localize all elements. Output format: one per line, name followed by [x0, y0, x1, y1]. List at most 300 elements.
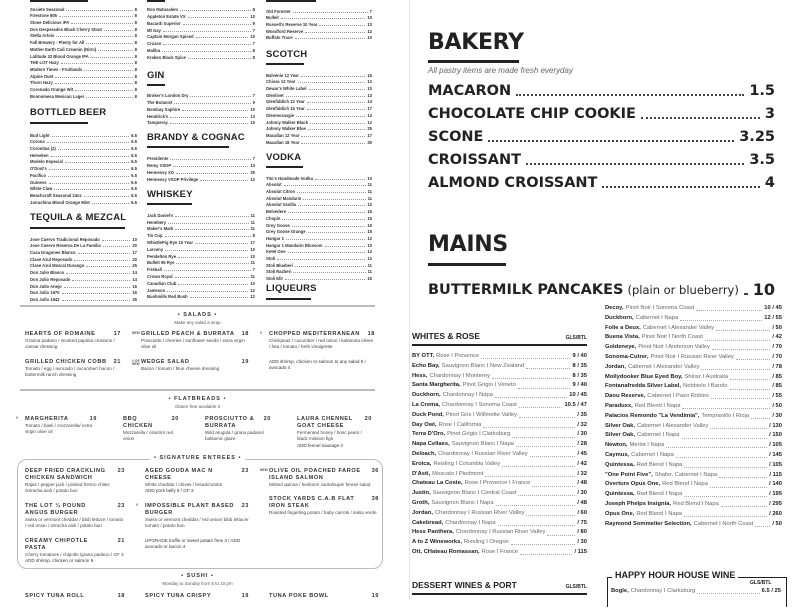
dot-leader [684, 496, 767, 497]
drink-name: Clase Azul Reposado [30, 256, 73, 262]
drink-name: Appleton Estate VX [147, 13, 186, 19]
sushi-grid [25, 593, 379, 608]
divider [147, 146, 229, 148]
dot-leader [730, 389, 771, 390]
happy-hour-heading: HAPPY HOUR HOUSE WINE [612, 570, 738, 580]
dot-leader [56, 36, 132, 37]
drink-item [147, 231, 255, 238]
dot-leader [71, 23, 132, 24]
drink-price: 11 [367, 262, 372, 268]
food-item-addon: ADD fennel sausage 3 [297, 442, 343, 448]
wine-producer: Palacios Remondo "La Vendimia", [605, 412, 700, 419]
whiskey-list [147, 211, 255, 299]
drink-name: Johnny Walker Black [266, 119, 308, 125]
dot-leader [162, 51, 250, 52]
drink-item [266, 254, 372, 261]
food-item-name: BBQ CHICKEN [123, 416, 153, 429]
food-item [132, 358, 249, 372]
dietary-badge: V [16, 416, 19, 420]
dot-leader [165, 236, 251, 237]
item-name: BUTTERMILK PANCAKES [428, 282, 624, 298]
food-item-name: LAURA CHENNEL GOAT CHEESE [297, 416, 353, 429]
dot-leader [190, 297, 249, 298]
food-item-header [25, 503, 125, 517]
wine-producer: Raymond Sommelier Selection, [605, 520, 692, 527]
food-item [25, 359, 121, 379]
drink-name: Clase Azul Mezcal Durango [30, 263, 85, 269]
dot-leader [55, 77, 132, 78]
wine-producer: Sonoma-Cutrer, [605, 353, 649, 360]
draft-beer-list [30, 5, 137, 99]
wine-item [605, 490, 782, 500]
flatbreads-subtitle: Gluten free available 3 [174, 404, 221, 409]
drink-price: 10 [250, 106, 255, 112]
wine-producer: Quintessa, [605, 491, 635, 498]
wine-price: 10 / 45 [569, 392, 587, 399]
drink-price: 8 [134, 46, 137, 52]
dot-leader [696, 310, 762, 311]
item-name: SCONE [428, 129, 484, 145]
wine-varietal: Pinot Grigio I Clarksburg [447, 431, 511, 438]
food-item-description: Cherry tomatoes / chipotle /grana padano / GF 3 [25, 551, 124, 557]
drink-name: Fireball [147, 267, 162, 273]
drink-name: Crown Royal [147, 273, 173, 279]
wine-varietal: Cabernet I Alexander Valley [642, 324, 715, 331]
wine-producer: Cakebread, [412, 519, 444, 526]
drink-price: 8 [134, 73, 137, 79]
dot-leader [163, 44, 250, 45]
food-item-name: HEARTS OF ROMAINE [25, 331, 96, 337]
food-item [132, 331, 249, 351]
drink-name: Grey Goose Orange [266, 229, 306, 235]
item-price: 3 [764, 106, 775, 122]
wine-item [605, 402, 782, 412]
wine-price: / 32 [577, 470, 587, 477]
drink-price: 25 [132, 296, 137, 302]
drink-name: Don Julio Blanco [30, 270, 65, 276]
wine-item [412, 528, 587, 538]
drink-price: 8 [134, 80, 137, 86]
drink-name: Don Julio 1942 [30, 296, 60, 302]
dot-leader [183, 24, 251, 25]
food-item-price: 38 [371, 496, 379, 503]
dot-leader [711, 398, 771, 399]
wine-item [605, 510, 782, 520]
drink-price: 6.5 [131, 166, 137, 172]
salads-subtitle: Make any salad a wrap [174, 320, 221, 325]
drink-name: Glenlivet [266, 92, 284, 98]
divider [147, 0, 165, 2]
food-item-description: Fermented honey / bosc pears / black mission figs [297, 430, 362, 442]
wine-varietal: Rose I California [438, 421, 482, 428]
dietary-badge: V [136, 502, 139, 507]
wine-producer: Caymus, [605, 451, 630, 458]
drink-item [30, 282, 137, 289]
drink-item [30, 268, 137, 275]
dot-leader [293, 272, 365, 273]
drink-name: Russell's Reserve 10 Year [266, 22, 318, 28]
drink-name: Firestone 805 [30, 13, 57, 19]
food-item [25, 468, 125, 495]
menu-column [205, 416, 271, 457]
drink-item [266, 78, 372, 85]
dot-leader [65, 162, 129, 163]
drink-name: Glenfiddich 15 Year [266, 106, 305, 112]
food-item-description: Rajas / pepper jack / pickled fresno chiles /sriracha aioli / potato bun [25, 482, 110, 494]
drink-item [266, 214, 372, 221]
drink-name: Buffalo Trace [266, 35, 293, 41]
food-item-header [132, 358, 249, 367]
section-heading-liqueurs: LIQUEURS [266, 283, 317, 294]
wine-varietal: Pinot Gris I Willmette Valley [445, 411, 517, 418]
wine-price: / 85 [772, 383, 782, 390]
drink-price: 8 [134, 20, 137, 26]
wine-item [412, 352, 587, 362]
food-item-price: 19 [241, 358, 249, 365]
drink-price: 17 [367, 132, 372, 138]
dot-leader [59, 16, 133, 17]
drink-price: 11 [367, 182, 372, 188]
bakery-item [428, 174, 775, 192]
dot-leader [512, 437, 575, 438]
drink-item [147, 98, 255, 105]
food-item-description: White cheddar / chives / breadcrumbs [145, 482, 223, 487]
item-name: CHOCOLATE CHIP COOKIE [428, 106, 636, 122]
drink-name: Balvenie 12 Year [266, 72, 299, 78]
drink-price: 6.5 [131, 139, 137, 145]
wine-varietal: Nebbiolo I Barolo [683, 383, 728, 390]
dietary-badge: V [260, 331, 263, 335]
drink-name: O'Doul's [30, 166, 47, 172]
bakery-item [428, 128, 775, 146]
food-item-header [25, 331, 121, 338]
dessert-heading: DESSERT WINES & PORT [412, 580, 517, 590]
section-heading-gin: GIN [147, 70, 165, 81]
wine-item [605, 441, 782, 451]
dot-leader [176, 173, 248, 174]
food-item-description: Swiss or vermont cheddar / red onion/ bibb lettuce/ tomato / potato bun [145, 516, 249, 529]
wine-item [412, 391, 587, 401]
drink-item [30, 164, 137, 171]
dot-leader [54, 189, 129, 190]
wine-varietal: Red Blend I Napa [662, 481, 708, 488]
food-item-description: Tomato / basil / mozzarella/ extra virgin olive oil [25, 423, 93, 435]
brandy-list [147, 154, 255, 182]
dot-leader [744, 293, 748, 295]
drink-price: 7 [252, 155, 255, 161]
wine-price: / 85 [772, 373, 782, 380]
drink-item [147, 238, 255, 245]
drink-item [147, 91, 255, 98]
drink-price: 6.5 [131, 172, 137, 178]
dot-leader [641, 117, 760, 119]
divider [147, 203, 192, 205]
drink-name: Pendelton Rye [147, 253, 177, 259]
wine-varietal: Rose I France [481, 548, 519, 555]
drink-item [147, 112, 255, 119]
food-item-addon: ADD shrimp, chicken or salmon to any salad 9 / avocado 4 [269, 358, 366, 371]
drink-price: 11 [250, 273, 255, 279]
wine-price: 6.5 / 25 [761, 588, 781, 594]
salads-grid [25, 331, 375, 387]
food-item-addon: UPGRADE truffle or sweet potato fries 3 / ADD avocado or bacon 4 [145, 537, 241, 550]
drink-item [30, 79, 137, 86]
wine-item [605, 363, 782, 373]
drink-item [30, 25, 137, 32]
menu-column [123, 416, 179, 457]
food-item-name: GRILLED CHICKEN COBB [25, 358, 107, 365]
wine-price: 9 / 40 [572, 353, 587, 359]
wine-producer: Terra D'Oro, [412, 431, 446, 438]
drink-name: Mother Earth Cali Creamin (Nitro) [30, 46, 97, 52]
drink-price: 8 [252, 6, 255, 12]
wine-producer: Daou Reserve, [605, 393, 646, 400]
wine-item [605, 451, 782, 461]
food-item-price: 19 [89, 416, 97, 422]
dot-leader [325, 246, 366, 247]
dot-leader [684, 467, 767, 468]
wine-item [605, 471, 782, 481]
wine-item [412, 499, 587, 509]
drink-price: 10 [250, 34, 255, 40]
drink-item [147, 293, 255, 300]
wine-item [412, 381, 587, 391]
dot-leader [170, 123, 248, 124]
food-item-name: STOCK YARDS C.A.B FLAT IRON STEAK [269, 496, 355, 510]
wine-varietal: Red Blend I Napa [636, 491, 683, 498]
divider [266, 166, 303, 168]
wine-varietal: Rose I Provence I France [464, 480, 531, 487]
food-item-description: Granna padano / smoked paprika croutons / caesar dressing [25, 338, 115, 350]
item-price: 3.25 [739, 129, 775, 145]
menu-column [132, 331, 249, 387]
dot-leader [495, 397, 567, 398]
drink-price: 14 [132, 270, 137, 276]
wine-item [605, 353, 782, 363]
drink-price: 16 [132, 283, 137, 289]
food-item-header [132, 331, 249, 338]
wine-price: / 105 [769, 461, 782, 468]
wine-item [605, 520, 782, 530]
wine-varietal: Moscato I Piedmont [432, 470, 484, 477]
food-item-description: Minted quinoa / heirloom cantaloupe/ fennel salad [269, 482, 371, 487]
wine-varietal: Pinot Noir I Sonoma Coast [625, 305, 695, 311]
drink-item [30, 255, 137, 262]
food-item-addon: ADD pork belly 5 / GF 3 [145, 488, 194, 494]
drink-price: 12 [367, 119, 372, 125]
drink-price: 8 [134, 93, 137, 99]
dot-leader [755, 526, 770, 527]
drink-price: 20 [132, 256, 137, 262]
item-name: ALMOND CROISSANT [428, 175, 598, 191]
wine-producer: Jordan, [605, 363, 626, 370]
drink-price: 15 [367, 72, 372, 78]
drink-name: Stone Delicious IPA [30, 20, 70, 26]
drink-price: 14 [132, 276, 137, 282]
sushi-subtitle: Monday to Sunday from 5 to 10 pm [162, 581, 233, 586]
drink-price: 8 [252, 48, 255, 54]
item-note: (plain or blueberry) [627, 283, 739, 297]
drink-price: 8 [252, 233, 255, 239]
food-item-name: SPICY TUNA ROLL [25, 593, 85, 599]
drink-name: Woodford Reserve [266, 28, 304, 34]
drink-price: 30 [367, 139, 372, 145]
wine-varietal: Pinot Noir I North Coast [641, 334, 703, 341]
wine-producer: Deloach, [412, 450, 437, 457]
dot-leader [719, 477, 767, 478]
drink-item [147, 39, 255, 46]
drink-price: 11 [367, 269, 372, 275]
wine-producer: A to Z Wineworks, [412, 539, 462, 546]
wine-varietal: Chardonnay I Napa [442, 392, 493, 399]
dot-leader [164, 270, 251, 271]
drink-item [266, 84, 372, 91]
wine-producer: Opus One, [605, 510, 635, 517]
drink-item [30, 185, 137, 192]
wine-price: 8 / 35 [572, 362, 587, 369]
drink-item [147, 286, 255, 293]
dot-leader [511, 544, 576, 545]
drink-name: Don Julio 1970 [30, 290, 60, 296]
wine-producer: BY OTT, [412, 353, 435, 359]
dot-leader [530, 456, 576, 457]
signature-entrees-heading: • SIGNATURE ENTREES • [150, 455, 245, 461]
section-heading-vodka: VODKA [266, 152, 302, 163]
dot-leader [751, 418, 770, 419]
dot-leader [165, 250, 248, 251]
dot-leader [282, 219, 365, 220]
drink-name: Macallan 12 Year [266, 132, 300, 138]
dot-leader [308, 232, 366, 233]
drink-price: 10 [250, 253, 255, 259]
food-item [269, 359, 375, 372]
wine-producer: Echo Bay, [412, 362, 440, 369]
drink-item [30, 18, 137, 25]
dot-leader [293, 12, 368, 13]
food-item [145, 538, 249, 551]
drink-name: Absolut Mandarin [266, 195, 302, 201]
drink-price: 11 [250, 212, 255, 218]
wine-item [412, 440, 587, 450]
item-name: MACARON [428, 83, 512, 99]
drink-item [266, 20, 372, 27]
drink-item [266, 118, 372, 125]
drink-price: 17 [250, 239, 255, 245]
drink-price: 12 [367, 202, 372, 208]
drink-price: 20 [132, 243, 137, 249]
drink-name: Fall Brewery - Plenty for All [30, 40, 85, 46]
drink-name: Stoli [266, 255, 276, 261]
food-item-header [205, 416, 271, 430]
food-item-name: CREAMY CHIPOTLE PASTA [25, 537, 88, 551]
gls-btl-label: GLS/BTL [565, 335, 587, 341]
wine-varietal: Shiraz I Australia [684, 373, 729, 380]
dot-leader [195, 243, 248, 244]
food-item-price: 17 [113, 331, 121, 337]
drink-name: Dewar's White Label [266, 86, 307, 92]
drink-item [147, 161, 255, 168]
drink-price: 10 [367, 15, 372, 21]
menu-column [25, 331, 121, 387]
food-item-price: 20 [263, 416, 271, 422]
drink-name: Old Forester [266, 8, 291, 14]
drink-name: Casa Dragones Blanco [30, 250, 76, 256]
drink-price: 17 [367, 106, 372, 112]
drink-price: 10 [250, 246, 255, 252]
drink-price: 6.5 [131, 192, 137, 198]
bakery-item [428, 82, 775, 100]
drink-price: 11 [250, 226, 255, 232]
dot-leader [103, 246, 131, 247]
drink-name: Bonnomesa Mexican Lager [30, 93, 85, 99]
drink-price: 8 [134, 66, 137, 72]
wine-item [605, 373, 782, 383]
wine-item [412, 450, 587, 460]
dot-leader [170, 117, 248, 118]
drink-item [266, 14, 372, 21]
drink-item [266, 71, 372, 78]
drink-name: Hennessy XO [147, 169, 174, 175]
wine-item [412, 479, 587, 489]
dot-leader [64, 287, 131, 288]
food-item-header [269, 496, 379, 510]
food-item-header [25, 468, 125, 482]
drink-price: 12 [250, 287, 255, 293]
dot-leader [305, 32, 365, 33]
drink-name: Stella Artois [30, 33, 55, 39]
wine-item [412, 519, 587, 529]
wine-producer: Paraduxx, [605, 402, 633, 409]
food-item [145, 468, 249, 495]
wine-price: / 30 [577, 490, 587, 497]
drink-item [30, 248, 137, 255]
dot-leader [547, 535, 575, 536]
rum-list [147, 5, 255, 60]
flatbreads-grid [16, 416, 372, 457]
drink-item [30, 151, 137, 158]
drink-item [30, 295, 137, 302]
dietary-badge: NEW [132, 331, 140, 335]
wine-item [412, 411, 587, 421]
food-item-name: GRILLED PEACH & BURRATA [141, 331, 235, 337]
drink-name: Jameson [147, 287, 166, 293]
dot-leader [178, 284, 248, 285]
scotch-list [266, 71, 372, 145]
divider [30, 0, 88, 2]
drink-name: Canadian Club [147, 280, 177, 286]
drink-price: 10 [367, 242, 372, 248]
dot-leader [170, 159, 250, 160]
food-item-price: 23 [241, 502, 249, 509]
food-item-description: Bacon / tomato / blue cheese dressing [141, 365, 220, 371]
wine-varietal: Chardonnay I Russian River Valley [455, 529, 546, 536]
drink-price: 9 [252, 99, 255, 105]
wine-price: / 145 [769, 451, 782, 458]
drink-price: 11 [367, 195, 372, 201]
drink-price: 12 [250, 294, 255, 300]
food-item-price: 23 [117, 502, 125, 509]
food-item-price: 19 [371, 593, 379, 599]
happy-hour-list [611, 587, 781, 597]
dot-leader [680, 320, 762, 321]
drink-item [30, 85, 137, 92]
drink-name: Presidente [147, 155, 169, 161]
drink-price: 8 [134, 86, 137, 92]
drink-item [147, 279, 255, 286]
drink-item [266, 274, 372, 281]
dot-leader [319, 25, 365, 26]
dot-leader [102, 240, 131, 241]
